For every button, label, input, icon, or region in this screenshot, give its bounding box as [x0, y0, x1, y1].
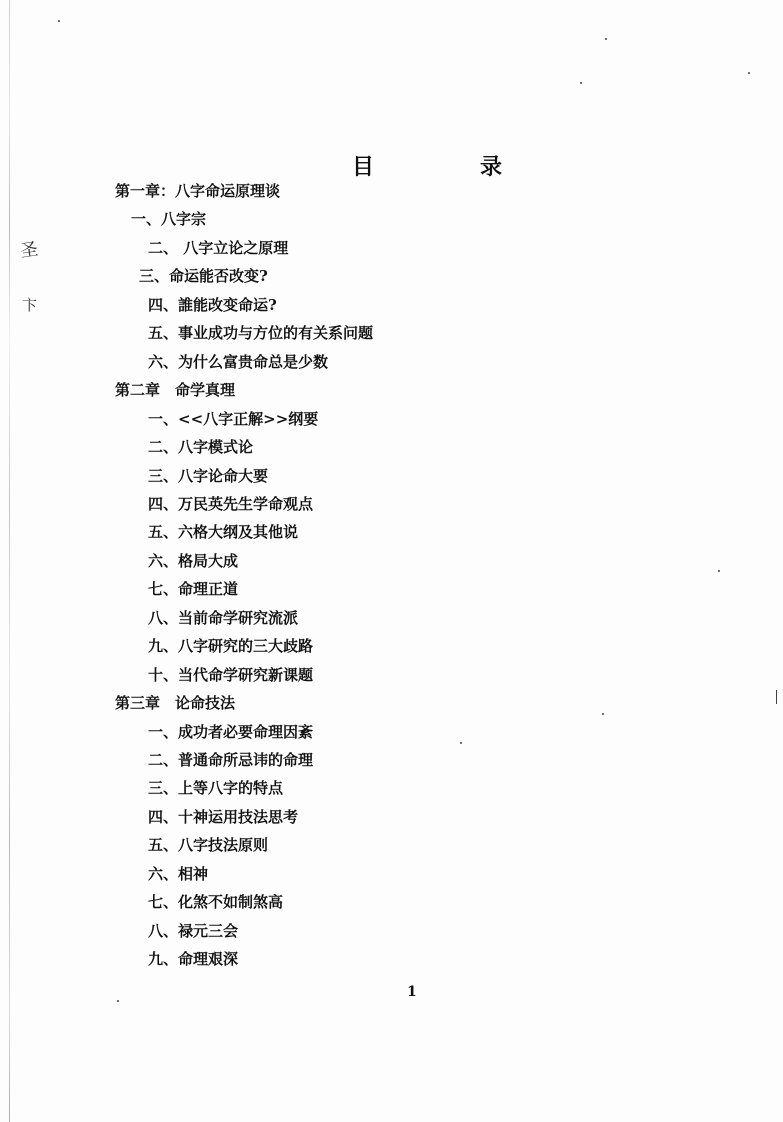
toc-section-item: 一、成功者必要命理因紊: [148, 722, 314, 741]
toc-section-item: 四、誰能改变命运?: [148, 295, 277, 314]
toc-chapter-heading: 第一章：八字命运原理谈: [115, 182, 281, 200]
scan-speck: [718, 570, 720, 572]
toc-section-item: 五、事业成功与方位的有关系问题: [148, 324, 374, 343]
scan-edge-artifact: [9, 0, 10, 1122]
toc-section-item: 六、格局大成: [148, 551, 239, 570]
page-title: 目 录: [352, 154, 545, 180]
scan-speck: [117, 1000, 119, 1002]
scan-speck: [580, 82, 582, 84]
scan-speck: [776, 690, 777, 704]
toc-section-item: 九、八字研究的三大歧路: [148, 637, 314, 656]
toc-section-item: 一、八字宗: [131, 210, 207, 229]
toc-chapter-heading: 第二章 命学真理: [115, 381, 236, 400]
toc-section-item: 三、八字论命大要: [148, 466, 269, 485]
toc-section-item: 四、十神运用技法思考: [148, 807, 299, 826]
toc-section-item: 一、<<八字正解>>纲要: [148, 409, 319, 428]
toc-section-item: 六、为什么富贵命总是少数: [148, 352, 329, 371]
toc-section-item: 十、当代命学研究新课题: [148, 665, 314, 684]
handwritten-mark-1: 圣: [18, 238, 40, 263]
toc-section-item: 四、万民英先生学命观点: [148, 494, 314, 513]
scan-speck: [460, 742, 462, 744]
toc-section-item: 七、命理正道: [148, 580, 239, 599]
toc-section-item: 二、普通命所忌讳的命理: [148, 751, 314, 769]
toc-section-item: 三、命运能否改变?: [139, 267, 268, 286]
scan-speck: [602, 713, 604, 715]
toc-section-item: 八、当前命学研究流派: [148, 608, 299, 627]
scan-speck: [748, 72, 750, 74]
handwritten-mark-2: 卞: [22, 296, 38, 314]
toc-section-item: 九、命理艰深: [148, 950, 239, 969]
toc-section-item: 二、八字模式论: [148, 438, 254, 457]
toc-section-item: 六、相神: [148, 864, 209, 883]
toc-section-item: 七、化煞不如制煞高: [148, 893, 284, 912]
toc-section-item: 五、六格大纲及其他说: [148, 523, 299, 542]
scan-speck: [58, 20, 60, 22]
page-number: 1: [407, 984, 417, 1000]
toc-section-item: 二、 八字立论之原理: [148, 238, 289, 257]
scan-speck: [605, 38, 607, 40]
toc-chapter-heading: 第三章 论命技法: [115, 694, 236, 713]
toc-section-item: 三、上等八字的特点: [148, 779, 284, 798]
toc-section-item: 八、禄元三会: [148, 921, 239, 940]
toc-section-item: 五、八字技法原则: [148, 836, 269, 855]
